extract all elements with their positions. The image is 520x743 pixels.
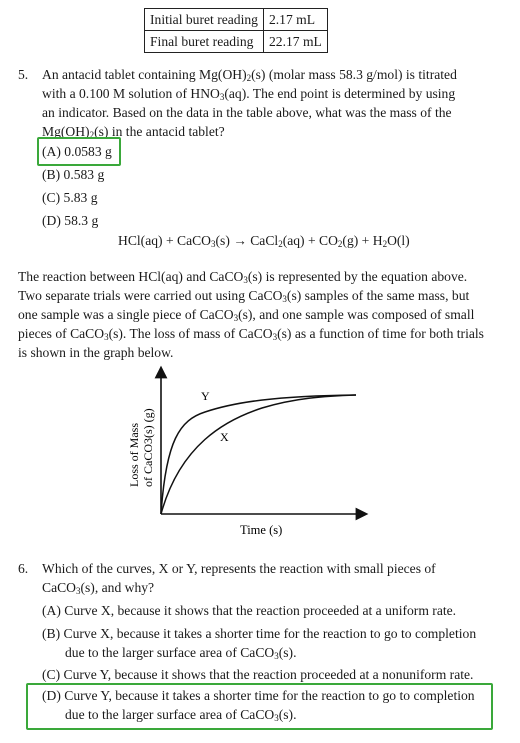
passage: The reaction between HCl(aq) and CaCO$_3$(s) is represented by the equation above. Two separate trials were carried out using CaCO$_3$(s) samples of the same mass, but one sample was a single piece of CaCO$_3$(s), and one sample was composed of small pieces of CaCO$_3$(s). The loss of mass of CaCO$_3$(s) as a function of time for both trials is shown in the graph below.	[18, 269, 484, 360]
q5-option-a[interactable]: (A) 0.0583 g	[42, 144, 112, 159]
q6-option-c[interactable]: (C) Curve Y, because it shows that the reaction proceeded at a nonuniform rate.	[42, 667, 474, 682]
q6-option-a[interactable]: (A) Curve X, because it shows that the reaction proceeded at a uniform rate.	[42, 603, 457, 618]
q5-option-c[interactable]: (C) 5.83 g	[42, 190, 98, 205]
final-reading-value: 22.17 mL	[263, 31, 327, 53]
question-6-number: 6.	[18, 561, 29, 576]
y-axis-label-line1: Loss of Mass	[127, 422, 141, 487]
q5-option-b[interactable]: (B) 0.583 g	[42, 167, 105, 182]
q6-option-b[interactable]: (B) Curve X, because it takes a shorter time for the reaction to go to completion due to the larger surface area of CaCO$_3$(s).	[42, 626, 477, 661]
q5-option-d[interactable]: (D) 58.3 g	[42, 213, 99, 228]
y-axis-label-line2: of CaCO3(s) (g)	[141, 408, 155, 487]
curve-x-label: X	[220, 430, 229, 444]
curve-x	[161, 395, 356, 514]
question-5-number: 5.	[18, 67, 29, 82]
question-6-stem: Which of the curves, X or Y, represents the reaction with small pieces of CaCO$_3$(s), and why?	[42, 561, 436, 596]
curve-y-label: Y	[201, 389, 210, 403]
initial-reading-value: 2.17 mL	[263, 9, 327, 31]
q6-option-d[interactable]: (D) Curve Y, because it takes a shorter time for the reaction to go to completion due to the larger surface area of CaCO$_3$(s).	[42, 688, 475, 723]
x-axis-label: Time (s)	[240, 523, 283, 537]
initial-reading-label: Initial buret reading	[145, 9, 264, 31]
final-reading-label: Final buret reading	[145, 31, 264, 53]
reaction-equation: HCl(aq) + CaCO$_3$(s) → CaCl$_2$(aq) + $CO_2(g) + H_2O(l)$	[118, 233, 410, 249]
question-5-stem: An antacid tablet containing $Mg(OH)_2(s)$ (molar mass 58.3 g/mol) is titrated with a 0.100 M solution of $HNO_3(aq)$. The end point is determined by using an indicator. Based on the data in the table above, what was the mass of the $Mg(OH)_2(s)$ in the antacid tablet?	[42, 67, 457, 140]
